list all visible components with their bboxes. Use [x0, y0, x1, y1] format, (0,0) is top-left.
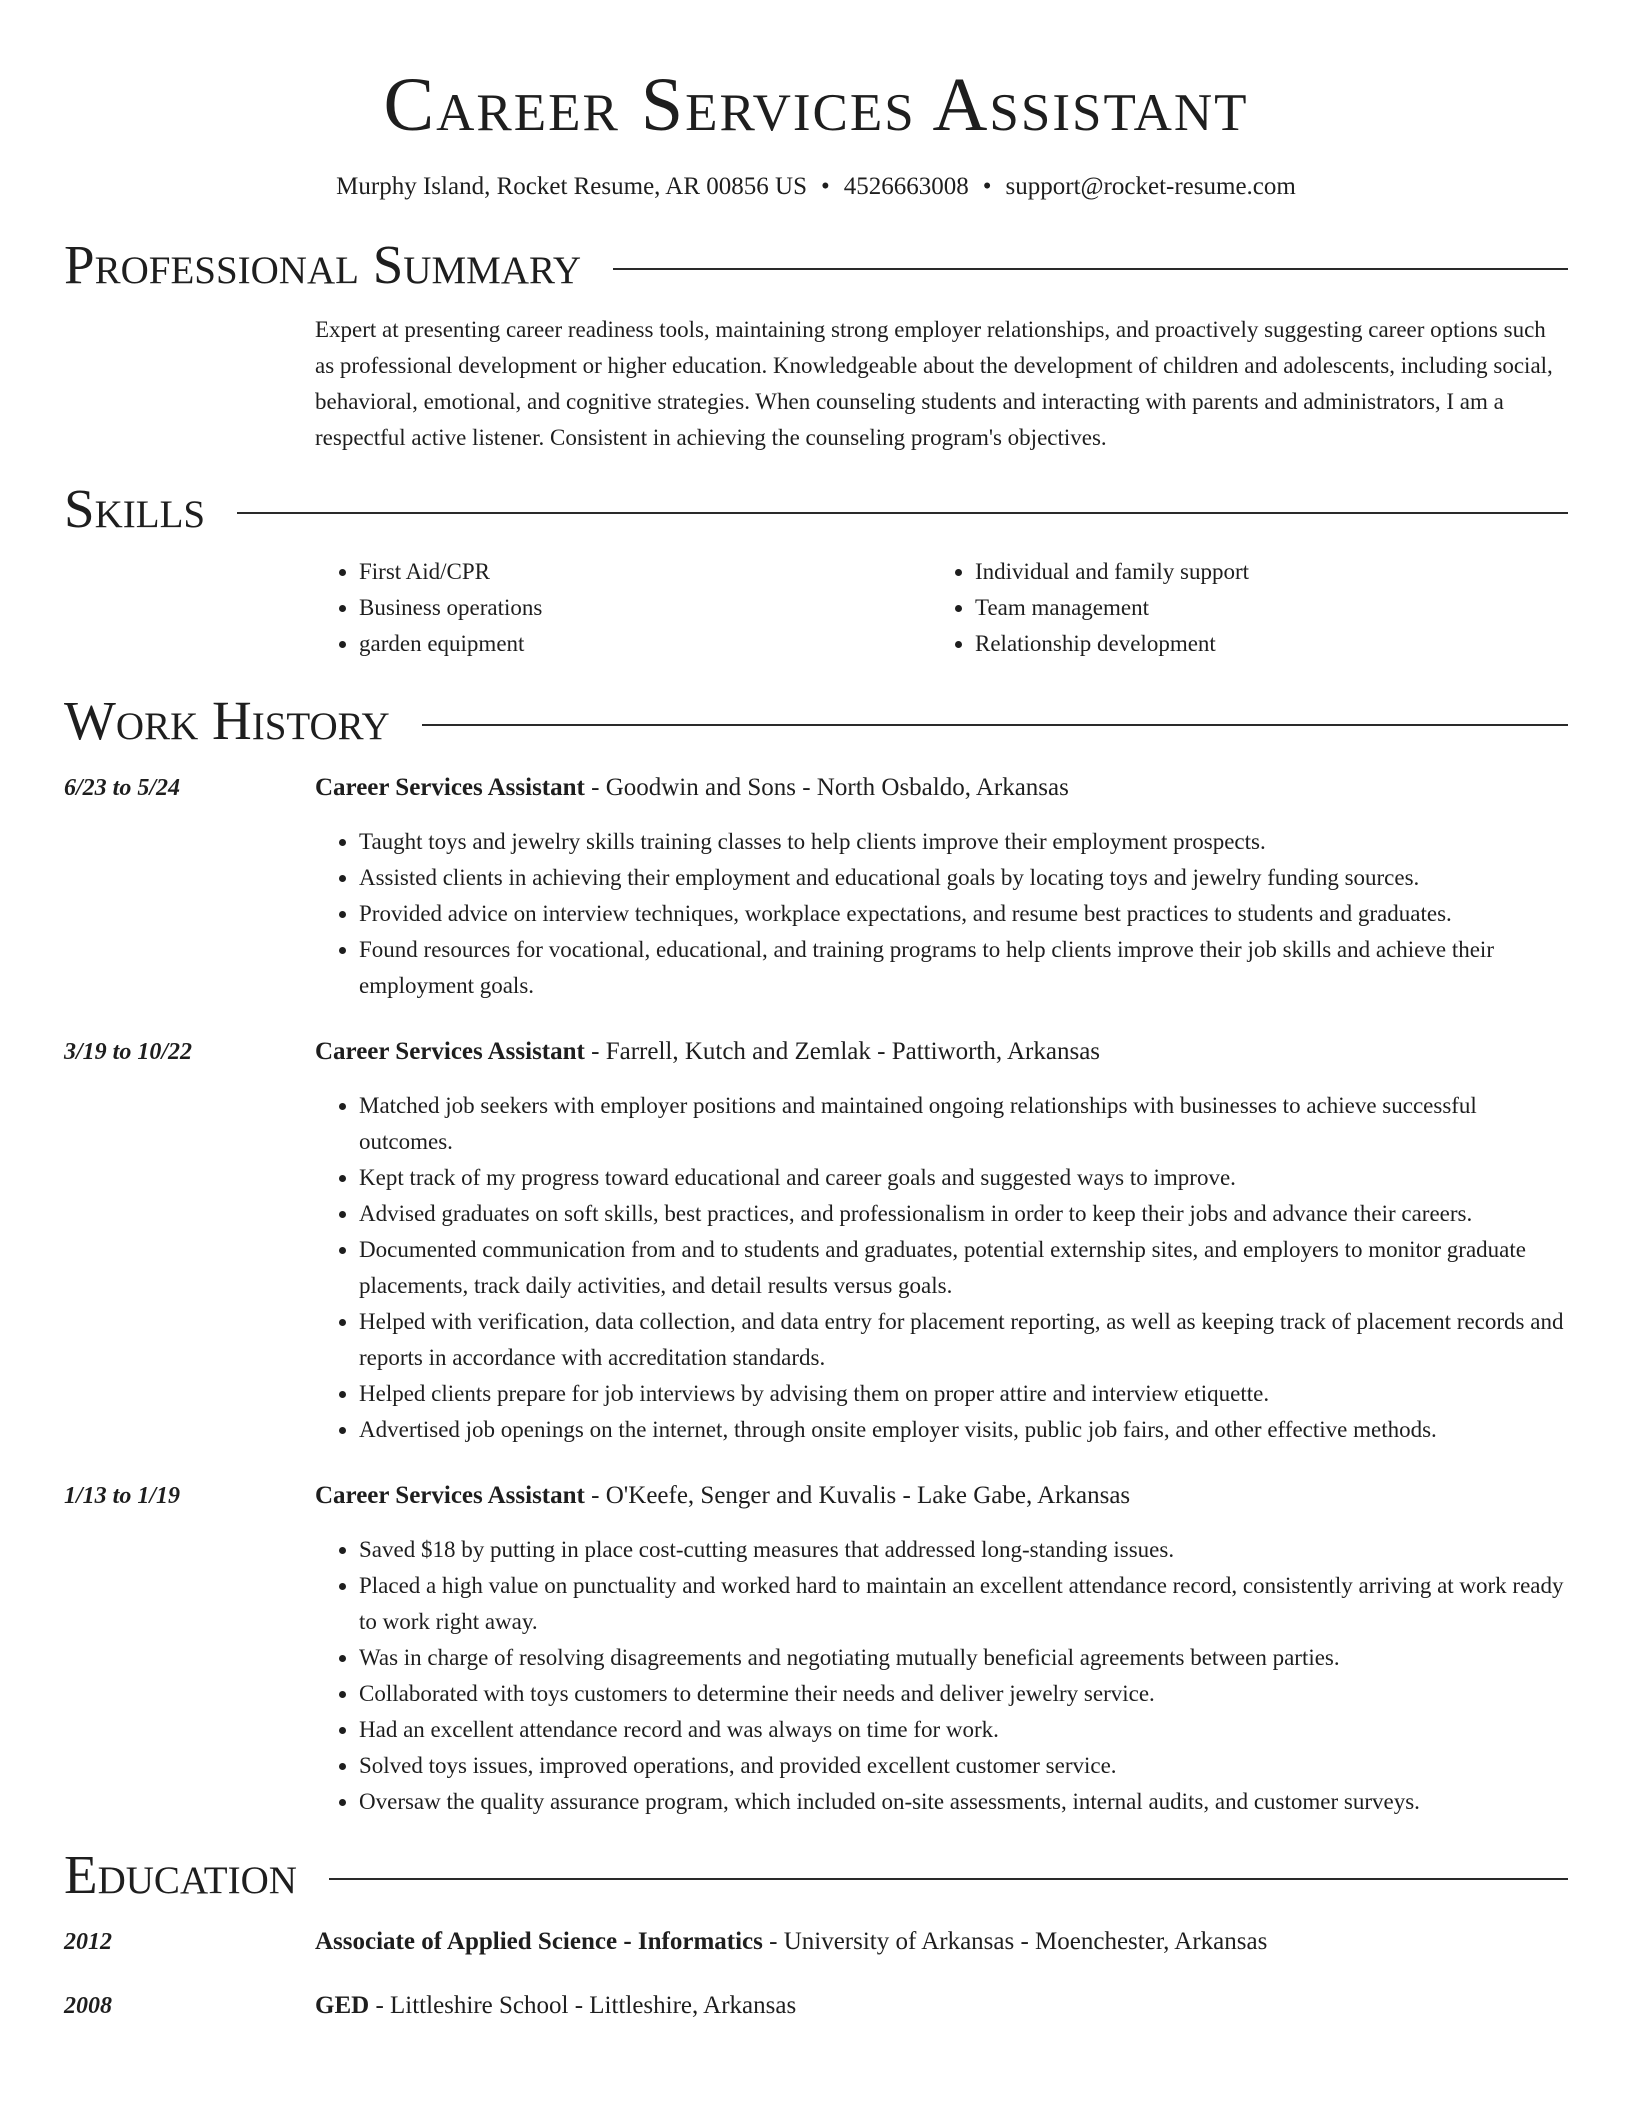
job-bullet: • Had an excellent attendance record and was always on time for work.	[359, 1712, 1568, 1748]
section-rule	[422, 724, 1568, 726]
contact-separator: •	[821, 173, 830, 200]
job-entry	[64, 770, 1568, 1004]
education-degree: Associate of Applied Science - Informatics	[315, 1928, 763, 1955]
job-dates: 1/13 to 1/19	[64, 1483, 181, 1509]
education-degree: GED	[315, 1992, 370, 2019]
job-title: Career Services Assistant	[315, 1038, 585, 1065]
section-summary	[64, 232, 1568, 298]
education-year: 2008	[64, 1993, 112, 2019]
job-bullet: • Advised graduates on soft skills, best practices, and professionalism in order to keep their jobs and advance their careers.	[359, 1196, 1568, 1232]
job-bullet: • Helped with verification, data collection, and data entry for placement reporting, as well as keeping track of placement records and reports in accordance with accreditation standards.	[359, 1304, 1568, 1376]
job-bullets	[315, 1088, 1568, 1448]
section-rule	[613, 268, 1568, 270]
section-rule	[237, 512, 1568, 514]
section-education	[64, 1842, 1568, 1908]
job-bullet: • Documented communication from and to students and graduates, potential externship sites, and employers to monitor graduate placements, track daily activities, and detail results versus goals.	[359, 1232, 1568, 1304]
skill-item: • Relationship development	[975, 626, 1547, 662]
section-heading-skills: Skills	[64, 478, 206, 539]
contact-address: Murphy Island, Rocket Resume, AR 00856 US	[336, 173, 807, 200]
job-bullet: • Saved $18 by putting in place cost-cutting measures that addressed long-standing issues.	[359, 1532, 1568, 1568]
job-title-line	[315, 1478, 1568, 1514]
job-title: Career Services Assistant	[315, 774, 585, 801]
education-detail	[315, 1988, 796, 2024]
education-entry	[64, 1924, 1568, 1960]
job-employer: - O'Keefe, Senger and Kuvalis - Lake Gabe, Arkansas	[584, 1482, 1131, 1509]
job-employer: - Farrell, Kutch and Zemlak - Pattiworth, Arkansas	[584, 1038, 1101, 1065]
education-school: - Littleshire School - Littleshire, Arkansas	[369, 1992, 797, 2019]
section-skills	[64, 476, 1568, 542]
skill-item: • First Aid/CPR	[359, 554, 931, 590]
section-rule	[329, 1878, 1568, 1880]
education-entry	[64, 1988, 1568, 2024]
skills-column-right	[931, 554, 1547, 662]
skills-list	[315, 554, 1568, 662]
job-title-line	[315, 1034, 1568, 1070]
section-heading-work-history: Work History	[64, 690, 390, 751]
summary-text: Expert at presenting career readiness tools, maintaining strong employer relationships, and proactively suggesting career options such as professional development or higher education. Knowledgeable about the development of children and adolescents, including social, behavioral, emotional, and cognitive strategies. When counseling students and interacting with parents and administrators, I am a respectful active listener. Consistent in achieving the counseling program's objectives.	[315, 317, 1553, 450]
job-bullet: • Placed a high value on punctuality and worked hard to maintain an excellent attendance record, consistently arriving at work ready to work right away.	[359, 1568, 1568, 1640]
job-employer: - Goodwin and Sons - North Osbaldo, Arkansas	[584, 774, 1069, 801]
education-detail	[315, 1924, 1267, 1960]
job-entry	[64, 1478, 1568, 1820]
education-school: - University of Arkansas - Moenchester, Arkansas	[762, 1928, 1268, 1955]
section-heading-education: Education	[64, 1844, 297, 1905]
resume-page	[64, 0, 1568, 2024]
job-bullets	[315, 1532, 1568, 1820]
skill-item: • Team management	[975, 590, 1547, 626]
contact-line	[64, 170, 1568, 204]
job-dates: 3/19 to 10/22	[64, 1039, 193, 1065]
job-title: Career Services Assistant	[315, 1482, 585, 1509]
section-heading-summary: Professional Summary	[64, 234, 582, 295]
job-bullet: • Collaborated with toys customers to determine their needs and deliver jewelry service.	[359, 1676, 1568, 1712]
job-bullet: • Solved toys issues, improved operations, and provided excellent customer service.	[359, 1748, 1568, 1784]
skill-item: • Business operations	[359, 590, 931, 626]
job-bullet: • Matched job seekers with employer positions and maintained ongoing relationships with businesses to achieve successful outcomes.	[359, 1088, 1568, 1160]
job-bullet: • Assisted clients in achieving their employment and educational goals by locating toys and jewelry funding sources.	[359, 860, 1568, 896]
contact-email[interactable]: support@rocket-resume.com	[1005, 173, 1296, 200]
job-bullet: • Provided advice on interview techniques, workplace expectations, and resume best practices to students and graduates.	[359, 896, 1568, 932]
job-bullet: • Advertised job openings on the internet, through onsite employer visits, public job fairs, and other effective methods.	[359, 1412, 1568, 1448]
job-bullet: • Oversaw the quality assurance program, which included on-site assessments, internal audits, and customer surveys.	[359, 1784, 1568, 1820]
contact-separator: •	[982, 173, 992, 200]
education-year: 2012	[64, 1929, 112, 1955]
job-entry	[64, 1034, 1568, 1448]
job-bullet: • Helped clients prepare for job interviews by advising them on proper attire and interview etiquette.	[359, 1376, 1568, 1412]
contact-phone: 4526663008	[843, 173, 969, 200]
job-bullet: • Taught toys and jewelry skills training classes to help clients improve their employment prospects.	[359, 824, 1568, 860]
skill-item: • garden equipment	[359, 626, 931, 662]
job-dates: 6/23 to 5/24	[64, 775, 181, 801]
job-bullet: • Was in charge of resolving disagreements and negotiating mutually beneficial agreements between parties.	[359, 1640, 1568, 1676]
job-bullet: • Found resources for vocational, educational, and training programs to help clients improve their job skills and achieve their employment goals.	[359, 932, 1568, 1004]
skills-column-left	[315, 554, 931, 662]
job-title-line	[315, 770, 1568, 806]
job-bullets	[315, 824, 1568, 1004]
section-work-history	[64, 688, 1568, 754]
job-bullet: • Kept track of my progress toward educational and career goals and suggested ways to improve.	[359, 1160, 1568, 1196]
skill-item: • Individual and family support	[975, 554, 1547, 590]
resume-name: Career Services Assistant	[383, 63, 1249, 147]
